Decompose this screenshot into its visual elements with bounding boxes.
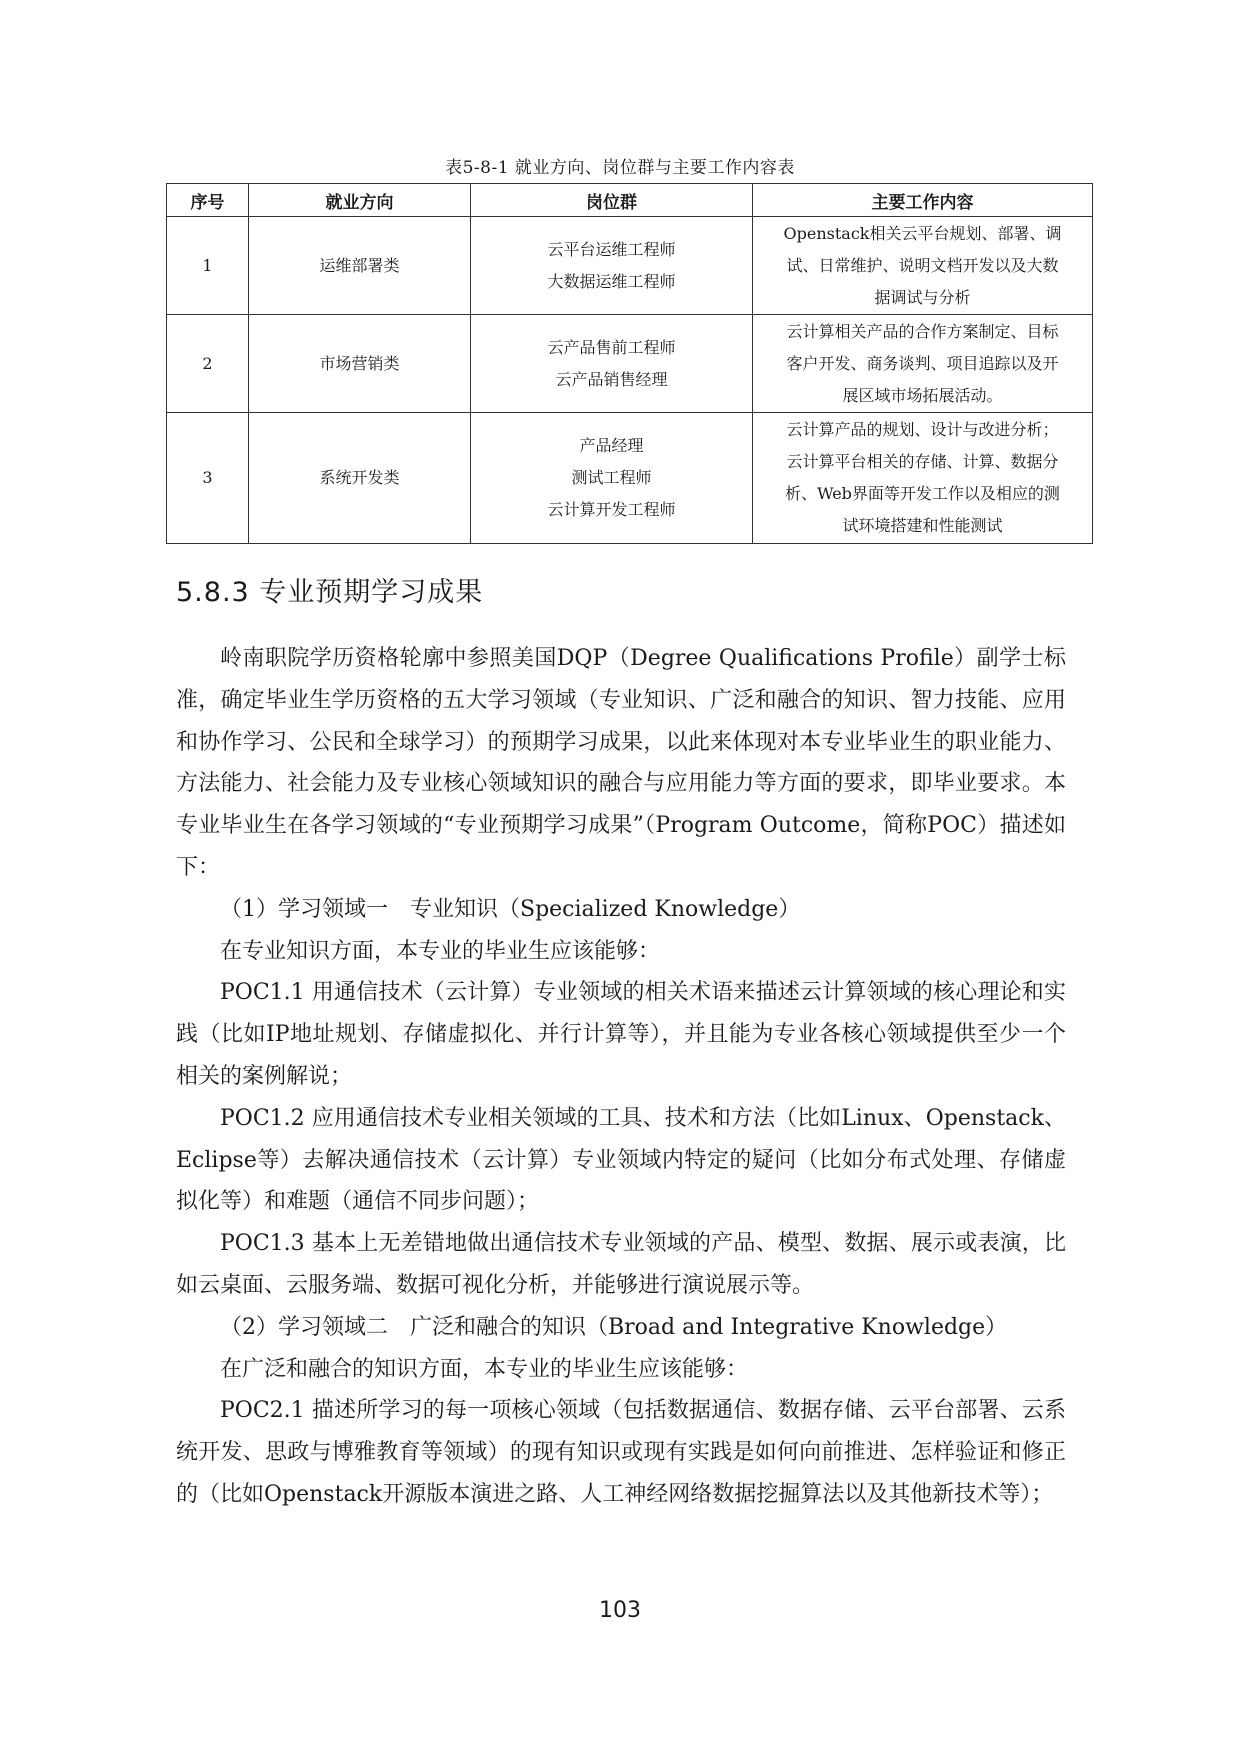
paragraph-poc-1-3: POC1.3 基本上无差错地做出通信技术专业领域的产品、模型、数据、展示或表演，比如云桌面、云服务端、数据可视化分析，并能够进行演说展示等。 — [176, 1231, 1066, 1298]
content-line: 展区域市场拓展活动。 — [842, 385, 1003, 405]
paragraph-poc-1-1: POC1.1 用通信技术（云计算）专业领域的相关术语来描述云计算领域的核心理论和实践（比如IP地址规划、存储虚拟化、并行计算等），并且能为专业各核心领域提供至少一个相关的案例解说； — [176, 980, 1066, 1089]
position-item: 云计算开发工程师 — [547, 500, 676, 519]
paragraph-intro: 岭南职院学历资格轮廓中参照美国DQP（Degree Qualifications Profile）副学士标准，确定毕业生学历资格的五大学习领域（专业知识、广泛和融合的知识、智力技能、应用和协作学习、公民和全球学习）的预期学习成果，以此来体现对本专业毕业生的职业能力、方法能力、社会能力及专业核心领域知识的融合与应用能力等方面的要求，即毕业要求。本专业毕业生在各学习领域的“专业预期学习成果”（Program Outcome，简称POC）描述如下： — [176, 646, 1066, 880]
row-no: 1 — [167, 217, 249, 315]
content-line: 云计算平台相关的存储、计算、数据分 — [786, 452, 1059, 471]
header-direction: 就业方向 — [249, 184, 471, 217]
content-line: 试环境搭建和性能测试 — [842, 516, 1003, 535]
position-item: 测试工程师 — [571, 468, 652, 487]
content-line: 云计算相关产品的合作方案制定、目标 — [786, 321, 1059, 341]
position-item: 产品经理 — [579, 436, 644, 455]
paragraph-poc-1-2: POC1.2 应用通信技术专业相关领域的工具、技术和方法（比如Linux、Openstack、Eclipse等）去解决通信技术（云计算）专业领域内特定的疑问（比如分布式处理、存储虚拟化等）和难题（通信不同步问题）； — [176, 1105, 1066, 1215]
row-direction: 运维部署类 — [249, 217, 471, 315]
position-item: 云产品售前工程师 — [547, 337, 676, 357]
content-line: 试、日常维护、说明文档开发以及大数 — [786, 255, 1059, 275]
position-item: 云产品销售经理 — [555, 369, 668, 389]
row-positions — [471, 413, 753, 544]
header-content: 主要工作内容 — [753, 184, 1093, 217]
section-body — [176, 638, 1066, 1516]
row-content — [753, 315, 1093, 413]
paragraph-domain-1-title: （1）学习领域一 专业知识（Specialized Knowledge） — [220, 896, 801, 922]
content-line: 客户开发、商务谈判、项目追踪以及开 — [786, 353, 1059, 373]
table-row — [167, 413, 1093, 544]
page-number: 103 — [599, 1598, 641, 1623]
content-line: 析、Web界面等开发工作以及相应的测 — [785, 484, 1060, 503]
table-header-row — [167, 184, 1093, 217]
table-row — [167, 217, 1093, 315]
position-item: 云平台运维工程师 — [547, 239, 676, 259]
paragraph-domain-2-title: （2）学习领域二 广泛和融合的知识（Broad and Integrative Knowledge） — [220, 1314, 1008, 1340]
paragraph-domain-2-lead: 在广泛和融合的知识方面，本专业的毕业生应该能够： — [220, 1356, 749, 1382]
row-no: 2 — [167, 315, 249, 413]
row-content — [753, 413, 1093, 544]
section-heading: 5.8.3 专业预期学习成果 — [176, 577, 484, 608]
row-no: 3 — [167, 413, 249, 544]
position-item: 大数据运维工程师 — [547, 271, 676, 291]
header-positions: 岗位群 — [471, 184, 753, 217]
row-direction: 系统开发类 — [249, 413, 471, 544]
content-line: 云计算产品的规划、设计与改进分析； — [786, 420, 1059, 439]
header-no: 序号 — [167, 184, 249, 217]
employment-table — [166, 183, 1093, 544]
content-line: Openstack相关云平台规划、部署、调 — [783, 223, 1062, 243]
table-caption: 表5-8-1 就业方向、岗位群与主要工作内容表 — [445, 158, 795, 178]
table-row — [167, 315, 1093, 413]
paragraph-poc-2-1: POC2.1 描述所学习的每一项核心领域（包括数据通信、数据存储、云平台部署、云系统开发、思政与博雅教育等领域）的现有知识或现有实践是如何向前推进、怎样验证和修正的（比如Openstack开源版本演进之路、人工神经网络数据挖掘算法以及其他新技术等）； — [176, 1398, 1066, 1507]
row-direction: 市场营销类 — [249, 315, 471, 413]
row-content — [753, 217, 1093, 315]
content-line: 据调试与分析 — [874, 287, 971, 307]
paragraph-domain-1-lead: 在专业知识方面，本专业的毕业生应该能够： — [220, 938, 661, 964]
row-positions — [471, 217, 753, 315]
row-positions — [471, 315, 753, 413]
